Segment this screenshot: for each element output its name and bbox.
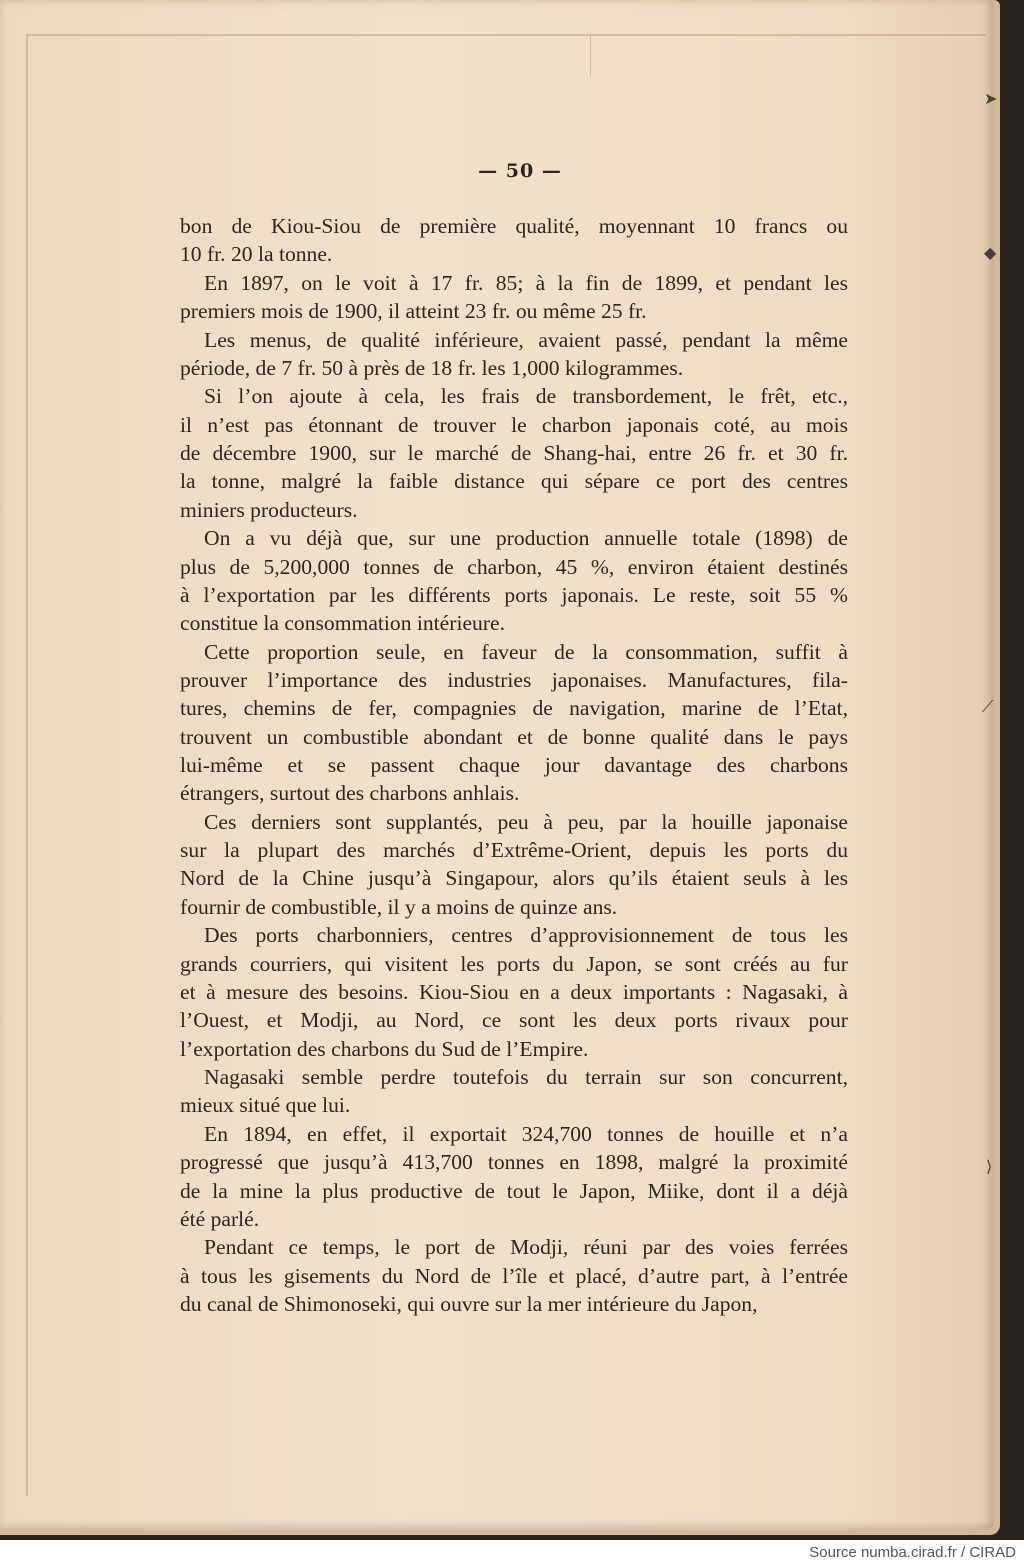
text-line: grands courriers, qui visitent les ports du Japon, se sont créés au fur [180,951,848,976]
text-line: il n’est pas étonnant de trouver le charbon japonais coté, au mois [180,412,848,437]
paragraph [180,1233,848,1318]
text-line: premiers mois de 1900, il atteint 23 fr. ou même 25 fr. [180,299,647,324]
paragraph [180,808,848,921]
text-line: étrangers, surtout des charbons anhlais. [180,781,520,806]
text-line: de la mine la plus productive de tout le Japon, Miike, dont il a déjà [180,1178,848,1203]
paragraph [180,382,848,524]
text-line: bon de Kiou-Siou de première qualité, moyennant 10 francs ou [180,214,848,238]
text-line: En 1894, en effet, il exportait 324,700 tonnes de houille et n’a [204,1121,848,1146]
page-border-left [26,36,28,1496]
text-line: Cette proportion seule, en faveur de la consommation, suffit à [204,639,848,664]
text-line: Nagasaki semble perdre toutefois du terrain sur son concurrent, [204,1065,848,1090]
text-line: l’exportation des charbons du Sud de l’Empire. [180,1036,589,1061]
paragraph [180,269,848,326]
page-border-top [26,34,986,36]
text-line: à l’exportation par les différents ports japonais. Le reste, soit 55 % [180,582,848,607]
body-text [180,212,848,1318]
page-number: — 50 — [478,160,562,182]
text-line: et à mesure des besoins. Kiou-Siou en a deux importants : Nagasaki, à [180,979,848,1004]
text-line: sur la plupart des marchés d’Extrême-Orient, depuis les ports du [180,838,848,863]
text-line: Nord de la Chine jusqu’à Singapour, alors qu’ils étaient seuls à les [180,866,848,891]
source-credit: Source numba.cirad.fr / CIRAD [809,1544,1016,1561]
text-line: En 1897, on le voit à 17 fr. 85; à la fin de 1899, et pendant les [204,270,848,295]
text-line: Pendant ce temps, le port de Modji, réuni par des voies ferrées [204,1235,848,1260]
text-line: la tonne, malgré la faible distance qui sépare ce port des centres [180,469,848,494]
text-line: à tous les gisements du Nord de l’île et placé, d’autre part, à l’entrée [180,1263,848,1288]
text-line: plus de 5,200,000 tonnes de charbon, 45 %, environ étaient destinés [180,554,848,579]
text-line: période, de 7 fr. 50 à près de 18 fr. les 1,000 kilogrammes. [180,355,684,380]
text-line: progressé que jusqu’à 413,700 tonnes en 1898, malgré la proximité [180,1150,848,1175]
text-line: miniers producteurs. [180,497,358,522]
text-line: Ces derniers sont supplantés, peu à peu, par la houille japonaise [204,809,848,834]
paragraph [180,212,848,269]
text-line: Des ports charbonniers, centres d’approvisionnement de tous les [204,923,848,948]
text-line: l’Ouest, et Modji, au Nord, ce sont les deux ports rivaux pour [180,1008,848,1033]
text-line: On a vu déjà que, sur une production annuelle totale (1898) de [204,526,848,551]
paragraph [180,1120,848,1233]
text-line: trouvent un combustible abondant et de bonne qualité dans le pays [180,724,848,749]
margin-tab-mark: ⟋ [982,697,994,716]
text-line: mieux situé que lui. [180,1093,351,1118]
text-line: Si l’on ajoute à cela, les frais de transbordement, le frêt, etc., [204,384,848,409]
text-line: Les menus, de qualité inférieure, avaient passé, pendant la même [204,327,848,352]
text-line: prouver l’importance des industries japonaises. Manufactures, fila- [180,667,848,692]
text-line: fournir de combustible, il y a moins de quinze ans. [180,894,618,919]
text-line: du canal de Shimonoseki, qui ouvre sur la mer intérieure du Japon, [180,1292,758,1316]
paper-crease [590,36,591,76]
paragraph [180,524,848,637]
text-line: tures, chemins de fer, compagnies de navigation, marine de l’Etat, [180,696,848,721]
margin-tab-mark: ◆ [984,243,997,262]
text-line: été parlé. [180,1206,260,1231]
margin-tab-mark: ⟩ [986,1157,993,1176]
paragraph [180,326,848,383]
text-line: constitue la consommation intérieure. [180,611,506,636]
text-line: lui-même et se passent chaque jour davantage des charbons [180,753,848,777]
paragraph [180,1063,848,1120]
paragraph [180,638,848,808]
paragraph [180,921,848,1063]
text-line: 10 fr. 20 la tonne. [180,242,333,267]
margin-tab-mark: ➤ [984,89,998,108]
text-line: de décembre 1900, sur le marché de Shang-hai, entre 26 fr. et 30 fr. [180,441,848,466]
